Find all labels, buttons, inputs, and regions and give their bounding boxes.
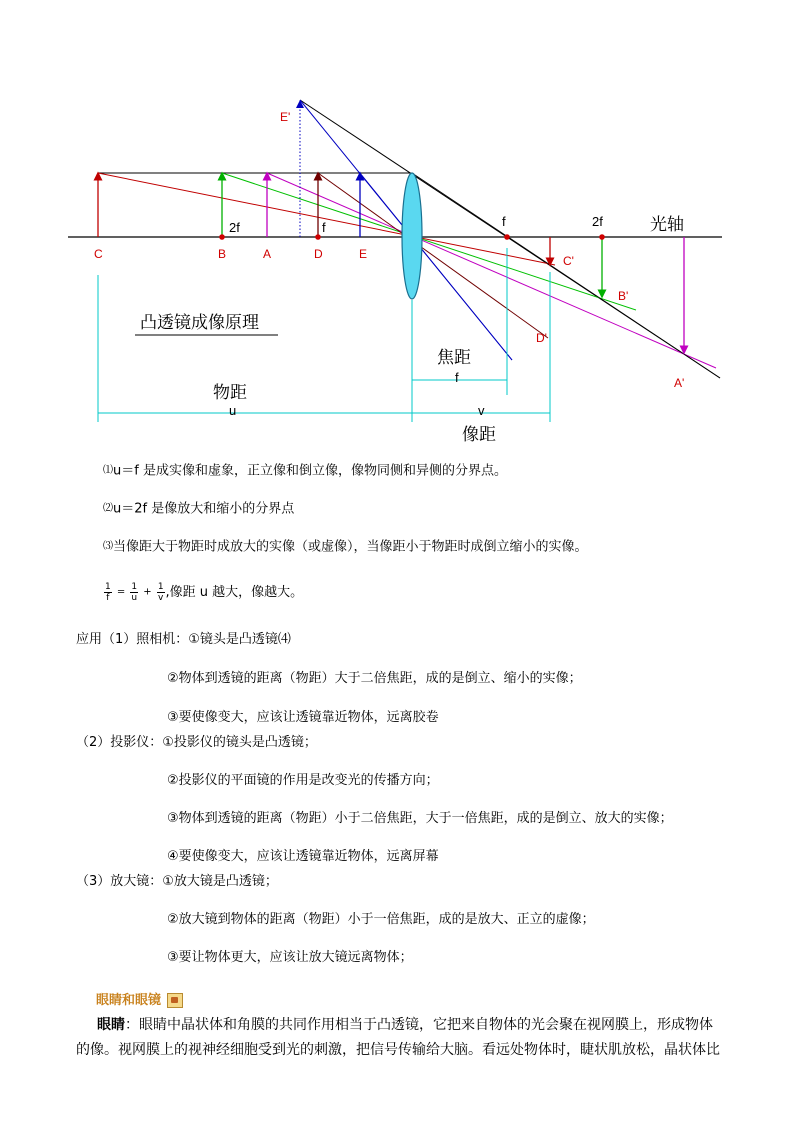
lens-formula — [103, 582, 303, 603]
diagram-title: 凸透镜成像原理 — [140, 313, 259, 332]
ray-line — [318, 173, 548, 338]
magnifier-point-3: ③要让物体更大，应该让放大镜远离物体； — [167, 950, 413, 965]
label-point-c: C — [94, 247, 103, 261]
label-v-symbol: v — [478, 403, 485, 418]
camera-title: 应用（1）照相机：①镜头是凸透镜⑷ — [76, 632, 291, 647]
label-2f-left: 2f — [229, 220, 240, 235]
label-u-symbol: u — [229, 403, 237, 418]
axis-point — [599, 234, 605, 240]
eye-paragraph-text: ：眼睛中晶状体和角膜的共同作用相当于凸透镜，它把来自物体的光会聚在视网膜上，形成物体的像。视网膜上的视神经细胞受到光的刺激，把信号传输给大脑。看远处物体时，睫状肌放松，晶状体比 — [76, 1017, 720, 1058]
label-f-right: f — [502, 214, 506, 229]
label-c-prime: C' — [563, 254, 574, 268]
label-point-b: B — [218, 247, 227, 261]
convex-lens-imaging-diagram — [0, 0, 794, 450]
label-a-prime: A' — [674, 376, 685, 390]
eye-paragraph — [76, 1013, 726, 1063]
eye-section-heading-text: 眼睛和眼镜 — [96, 993, 162, 1008]
ray-line — [360, 173, 512, 360]
picture-icon — [167, 993, 183, 1008]
projector-point-4: ④要使像变大，应该让透镜靠近物体，远离屏幕 — [167, 849, 439, 864]
axis-point — [504, 234, 510, 240]
ray-line — [267, 173, 716, 368]
label-2f-right: 2f — [592, 214, 603, 229]
axis-point — [315, 234, 321, 240]
label-e-prime: E' — [280, 110, 291, 124]
fraction-1-over-v: $\frac{1}{v}$ — [157, 582, 164, 603]
magnifier-title: （3）放大镜：①放大镜是凸透镜； — [76, 874, 278, 889]
label-focal-length: 焦距 — [437, 348, 471, 367]
convex-lens-shape — [402, 173, 422, 299]
label-f-left: f — [322, 220, 326, 235]
note-3-marker: ⑶ — [103, 541, 113, 552]
ray-line — [222, 173, 636, 310]
note-2-text: u＝2f 是像放大和缩小的分界点 — [113, 501, 295, 517]
note-2 — [103, 500, 294, 519]
fraction-1-over-u: $\frac{1}{u}$ — [131, 582, 138, 603]
projector-title: （2）投影仪：①投影仪的镜头是凸透镜； — [76, 735, 317, 750]
label-point-e: E — [359, 247, 368, 261]
label-optical-axis: 光轴 — [650, 215, 684, 234]
label-f-symbol: f — [455, 370, 459, 385]
ray-line — [98, 173, 555, 265]
note-1-marker: ⑴ — [103, 465, 113, 476]
projector-point-3: ③物体到透镜的距离（物距）小于二倍焦距，大于一倍焦距，成的是倒立、放大的实像； — [167, 811, 673, 826]
label-d-prime: D' — [536, 331, 547, 345]
formula-equals: = — [116, 586, 126, 598]
label-point-d: D — [314, 247, 323, 261]
label-image-distance: 像距 — [462, 425, 496, 444]
label-b-prime: B' — [618, 289, 629, 303]
note-1-text: u＝f 是成实像和虚象，正立像和倒立像，像物同侧和异侧的分界点。 — [113, 463, 507, 479]
note-3 — [103, 538, 588, 557]
camera-point-2: ②物体到透镜的距离（物距）大于二倍焦距，成的是倒立、缩小的实像； — [167, 671, 582, 686]
axis-point — [219, 234, 225, 240]
label-object-distance: 物距 — [213, 383, 247, 402]
fraction-1-over-f: $\frac{1}{f}$ — [105, 582, 111, 603]
note-2-marker: ⑵ — [103, 503, 113, 514]
eye-section-heading — [96, 989, 183, 1008]
note-3-text: 当像距大于物距时成放大的实像（或虚像），当像距小于物距时成倒立缩小的实像。 — [113, 539, 588, 555]
formula-tail: ,像距 u 越大，像越大。 — [165, 585, 304, 600]
projector-point-2: ②投影仪的平面镜的作用是改变光的传播方向； — [167, 773, 439, 788]
magnifier-point-2: ②放大镜到物体的距离（物距）小于一倍焦距，成的是放大、正立的虚像； — [167, 912, 595, 927]
formula-plus: + — [143, 586, 152, 598]
note-1 — [103, 462, 507, 481]
label-point-a: A — [263, 247, 272, 261]
camera-point-3: ③要使像变大，应该让透镜靠近物体，远离胶卷 — [167, 710, 439, 725]
eye-bold-lead: 眼睛 — [97, 1017, 125, 1033]
